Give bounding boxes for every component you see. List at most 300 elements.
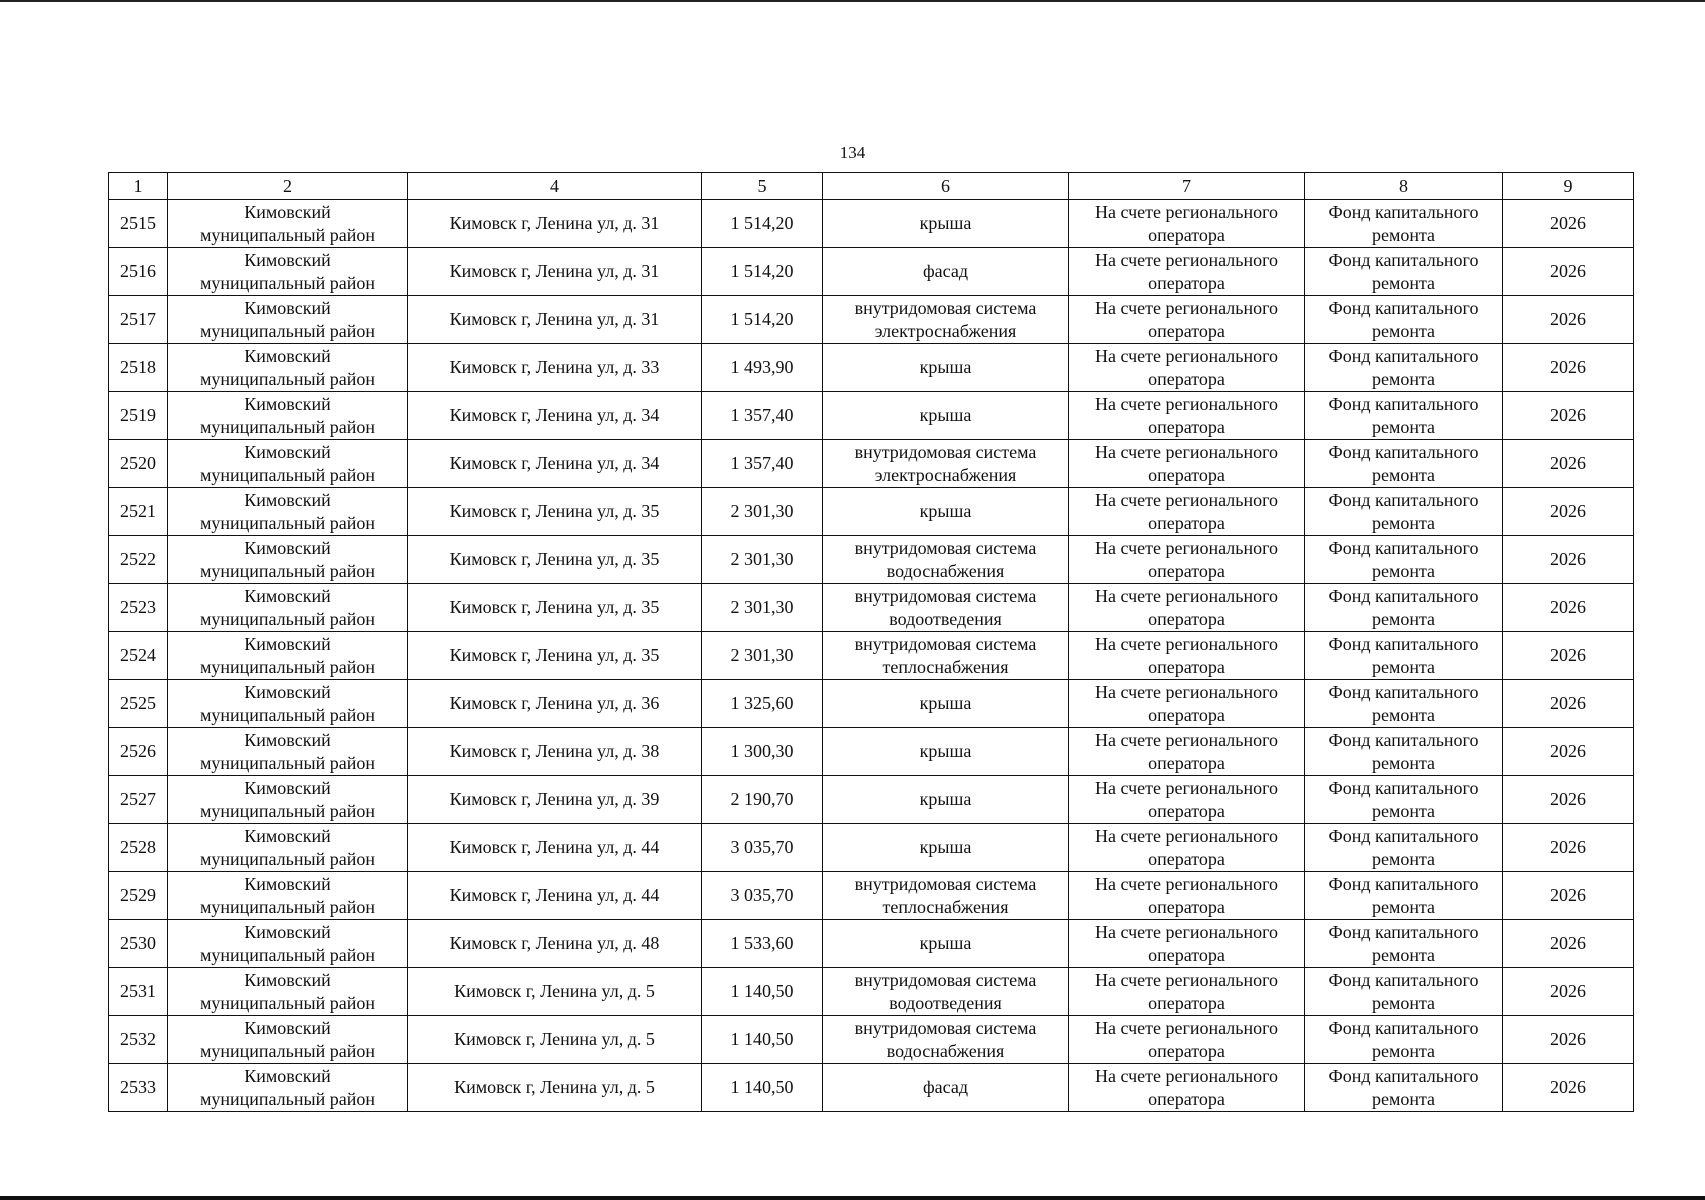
table-row — [109, 920, 1634, 968]
cell-account — [1069, 248, 1305, 296]
cell-address: Кимовск г, Ленина ул, д. 5 — [408, 968, 702, 1016]
cell-district-line: муниципальный район — [199, 656, 375, 677]
cell-account-line: На счете регионального — [1094, 777, 1279, 798]
cell-funding-source-line: ремонта — [1371, 1088, 1436, 1109]
cell-district — [168, 632, 408, 680]
cell-year: 2026 — [1503, 632, 1634, 680]
cell-district-line: муниципальный район — [199, 608, 375, 629]
cell-row-number: 2515 — [109, 200, 168, 248]
cell-district — [168, 1016, 408, 1064]
cell-year: 2026 — [1503, 584, 1634, 632]
cell-funding-source-line: Фонд капитального — [1328, 201, 1479, 222]
cell-account-line: оператора — [1148, 944, 1225, 965]
cell-account-line: оператора — [1148, 464, 1225, 485]
cell-account-line: оператора — [1148, 272, 1225, 293]
cell-funding-source-line: Фонд капитального — [1328, 777, 1479, 798]
cell-district-line: муниципальный район — [199, 848, 375, 869]
cell-funding-source-line: Фонд капитального — [1328, 345, 1479, 366]
cell-year: 2026 — [1503, 824, 1634, 872]
cell-work-type — [823, 968, 1069, 1016]
cell-funding-source-line: Фонд капитального — [1328, 249, 1479, 270]
cell-district-line: муниципальный район — [199, 944, 375, 965]
column-header: 8 — [1305, 173, 1503, 200]
cell-account-line: На счете регионального — [1094, 681, 1279, 702]
cell-district-line: муниципальный район — [199, 800, 375, 821]
column-header: 4 — [408, 173, 702, 200]
cell-district — [168, 488, 408, 536]
column-number-row — [109, 173, 1634, 200]
cell-address: Кимовск г, Ленина ул, д. 35 — [408, 488, 702, 536]
cell-district — [168, 680, 408, 728]
cell-year: 2026 — [1503, 248, 1634, 296]
cell-account — [1069, 680, 1305, 728]
cell-area: 1 300,30 — [702, 728, 823, 776]
cell-account-line: оператора — [1148, 704, 1225, 725]
cell-area: 1 514,20 — [702, 296, 823, 344]
table-row — [109, 824, 1634, 872]
cell-work-type — [823, 776, 1069, 824]
cell-address: Кимовск г, Ленина ул, д. 38 — [408, 728, 702, 776]
cell-district-line: Кимовский — [244, 393, 331, 414]
cell-row-number: 2524 — [109, 632, 168, 680]
cell-district-line: Кимовский — [244, 633, 331, 654]
cell-year: 2026 — [1503, 440, 1634, 488]
cell-year: 2026 — [1503, 344, 1634, 392]
cell-address: Кимовск г, Ленина ул, д. 5 — [408, 1016, 702, 1064]
cell-work-type — [823, 872, 1069, 920]
cell-funding-source-line: Фонд капитального — [1328, 537, 1479, 558]
cell-row-number: 2521 — [109, 488, 168, 536]
cell-funding-source-line: Фонд капитального — [1328, 297, 1479, 318]
cell-work-type-line: внутридомовая система — [854, 969, 1037, 990]
cell-row-number: 2529 — [109, 872, 168, 920]
cell-row-number: 2518 — [109, 344, 168, 392]
cell-funding-source-line: Фонд капитального — [1328, 393, 1479, 414]
cell-account-line: На счете регионального — [1094, 297, 1279, 318]
cell-funding-source-line: ремонта — [1371, 368, 1436, 389]
cell-account-line: На счете регионального — [1094, 633, 1279, 654]
cell-district-line: муниципальный район — [199, 464, 375, 485]
cell-account — [1069, 920, 1305, 968]
cell-work-type — [823, 728, 1069, 776]
cell-area: 1 325,60 — [702, 680, 823, 728]
cell-work-type-line: внутридомовая система — [854, 297, 1037, 318]
cell-year: 2026 — [1503, 488, 1634, 536]
table-row — [109, 488, 1634, 536]
cell-address: Кимовск г, Ленина ул, д. 34 — [408, 440, 702, 488]
register-table — [108, 172, 1634, 1112]
cell-district — [168, 248, 408, 296]
cell-account-line: На счете регионального — [1094, 345, 1279, 366]
cell-address: Кимовск г, Ленина ул, д. 44 — [408, 872, 702, 920]
cell-account-line: оператора — [1148, 368, 1225, 389]
cell-funding-source — [1305, 872, 1503, 920]
cell-area: 1 533,60 — [702, 920, 823, 968]
cell-district-line: муниципальный район — [199, 512, 375, 533]
cell-district-line: Кимовский — [244, 249, 331, 270]
cell-work-type-line: крыша — [919, 933, 972, 953]
cell-funding-source-line: Фонд капитального — [1328, 825, 1479, 846]
cell-funding-source-line: Фонд капитального — [1328, 441, 1479, 462]
cell-account — [1069, 872, 1305, 920]
cell-district-line: Кимовский — [244, 201, 331, 222]
cell-address: Кимовск г, Ленина ул, д. 34 — [408, 392, 702, 440]
cell-area: 1 140,50 — [702, 968, 823, 1016]
cell-area: 2 301,30 — [702, 536, 823, 584]
cell-work-type — [823, 1064, 1069, 1112]
table-row — [109, 1064, 1634, 1112]
cell-area: 2 301,30 — [702, 584, 823, 632]
cell-district — [168, 584, 408, 632]
cell-district-line: муниципальный район — [199, 896, 375, 917]
cell-account-line: оператора — [1148, 560, 1225, 581]
cell-funding-source-line: Фонд капитального — [1328, 633, 1479, 654]
cell-district — [168, 344, 408, 392]
cell-district — [168, 296, 408, 344]
cell-account-line: оператора — [1148, 752, 1225, 773]
cell-area: 1 514,20 — [702, 200, 823, 248]
cell-funding-source — [1305, 920, 1503, 968]
cell-account-line: оператора — [1148, 992, 1225, 1013]
cell-funding-source-line: Фонд капитального — [1328, 729, 1479, 750]
cell-account — [1069, 776, 1305, 824]
column-header: 7 — [1069, 173, 1305, 200]
cell-district-line: муниципальный район — [199, 752, 375, 773]
cell-row-number: 2517 — [109, 296, 168, 344]
cell-account-line: На счете регионального — [1094, 537, 1279, 558]
cell-funding-source-line: ремонта — [1371, 560, 1436, 581]
cell-area: 1 514,20 — [702, 248, 823, 296]
cell-funding-source — [1305, 536, 1503, 584]
cell-district-line: Кимовский — [244, 441, 331, 462]
cell-district — [168, 824, 408, 872]
cell-district-line: муниципальный район — [199, 1040, 375, 1061]
cell-address: Кимовск г, Ленина ул, д. 44 — [408, 824, 702, 872]
cell-account — [1069, 728, 1305, 776]
cell-district-line: Кимовский — [244, 729, 331, 750]
cell-account-line: оператора — [1148, 608, 1225, 629]
column-header: 2 — [168, 173, 408, 200]
table-row — [109, 536, 1634, 584]
cell-row-number: 2530 — [109, 920, 168, 968]
cell-work-type-line: фасад — [922, 261, 968, 281]
cell-row-number: 2516 — [109, 248, 168, 296]
cell-address: Кимовск г, Ленина ул, д. 31 — [408, 248, 702, 296]
cell-funding-source-line: ремонта — [1371, 656, 1436, 677]
cell-funding-source — [1305, 296, 1503, 344]
cell-address: Кимовск г, Ленина ул, д. 35 — [408, 632, 702, 680]
cell-address: Кимовск г, Ленина ул, д. 5 — [408, 1064, 702, 1112]
cell-area: 1 140,50 — [702, 1064, 823, 1112]
cell-funding-source — [1305, 344, 1503, 392]
cell-year: 2026 — [1503, 920, 1634, 968]
cell-row-number: 2525 — [109, 680, 168, 728]
table-row — [109, 872, 1634, 920]
cell-account — [1069, 536, 1305, 584]
cell-year: 2026 — [1503, 536, 1634, 584]
cell-work-type-line: крыша — [919, 357, 972, 377]
cell-area: 3 035,70 — [702, 872, 823, 920]
cell-account — [1069, 296, 1305, 344]
cell-funding-source-line: Фонд капитального — [1328, 1065, 1479, 1086]
cell-account — [1069, 200, 1305, 248]
cell-district — [168, 200, 408, 248]
cell-district-line: Кимовский — [244, 921, 331, 942]
cell-funding-source-line: ремонта — [1371, 992, 1436, 1013]
cell-work-type-line: внутридомовая система — [854, 633, 1037, 654]
cell-year: 2026 — [1503, 872, 1634, 920]
cell-account-line: На счете регионального — [1094, 825, 1279, 846]
cell-work-type — [823, 536, 1069, 584]
column-header: 1 — [109, 173, 168, 200]
cell-district — [168, 968, 408, 1016]
cell-district — [168, 920, 408, 968]
cell-address: Кимовск г, Ленина ул, д. 31 — [408, 200, 702, 248]
cell-account-line: На счете регионального — [1094, 201, 1279, 222]
cell-funding-source — [1305, 968, 1503, 1016]
column-header: 9 — [1503, 173, 1634, 200]
cell-funding-source-line: ремонта — [1371, 896, 1436, 917]
cell-district — [168, 536, 408, 584]
cell-account — [1069, 440, 1305, 488]
cell-funding-source — [1305, 584, 1503, 632]
cell-work-type-line: крыша — [919, 501, 972, 521]
cell-account — [1069, 392, 1305, 440]
cell-district-line: муниципальный район — [199, 320, 375, 341]
cell-district-line: муниципальный район — [199, 704, 375, 725]
cell-work-type — [823, 296, 1069, 344]
cell-work-type — [823, 680, 1069, 728]
cell-year: 2026 — [1503, 968, 1634, 1016]
cell-funding-source-line: Фонд капитального — [1328, 681, 1479, 702]
cell-account — [1069, 632, 1305, 680]
cell-funding-source-line: ремонта — [1371, 752, 1436, 773]
cell-funding-source-line: ремонта — [1371, 512, 1436, 533]
cell-account-line: оператора — [1148, 1088, 1225, 1109]
cell-work-type — [823, 392, 1069, 440]
table-row — [109, 1016, 1634, 1064]
cell-area: 1 357,40 — [702, 440, 823, 488]
cell-account-line: оператора — [1148, 848, 1225, 869]
cell-work-type-line: теплоснабжения — [882, 656, 1009, 677]
cell-work-type-line: электроснабжения — [874, 320, 1017, 341]
cell-funding-source-line: ремонта — [1371, 272, 1436, 293]
cell-district-line: муниципальный район — [199, 1088, 375, 1109]
column-header: 6 — [823, 173, 1069, 200]
cell-address: Кимовск г, Ленина ул, д. 31 — [408, 296, 702, 344]
cell-district-line: Кимовский — [244, 825, 331, 846]
cell-funding-source-line: ремонта — [1371, 848, 1436, 869]
cell-year: 2026 — [1503, 296, 1634, 344]
cell-account — [1069, 488, 1305, 536]
cell-district-line: муниципальный район — [199, 272, 375, 293]
cell-account-line: оператора — [1148, 896, 1225, 917]
cell-area: 1 140,50 — [702, 1016, 823, 1064]
cell-funding-source — [1305, 776, 1503, 824]
table-row — [109, 344, 1634, 392]
cell-district — [168, 728, 408, 776]
cell-address: Кимовск г, Ленина ул, д. 48 — [408, 920, 702, 968]
cell-work-type-line: водоснабжения — [886, 560, 1005, 581]
table-row — [109, 248, 1634, 296]
cell-funding-source-line: ремонта — [1371, 1040, 1436, 1061]
cell-work-type-line: внутридомовая система — [854, 585, 1037, 606]
cell-district — [168, 776, 408, 824]
cell-work-type — [823, 824, 1069, 872]
cell-year: 2026 — [1503, 1064, 1634, 1112]
cell-row-number: 2531 — [109, 968, 168, 1016]
cell-account-line: На счете регионального — [1094, 441, 1279, 462]
cell-district-line: муниципальный район — [199, 416, 375, 437]
cell-account — [1069, 824, 1305, 872]
cell-account-line: На счете регионального — [1094, 489, 1279, 510]
cell-work-type — [823, 248, 1069, 296]
cell-district-line: Кимовский — [244, 537, 331, 558]
cell-district-line: Кимовский — [244, 489, 331, 510]
cell-work-type-line: крыша — [919, 741, 972, 761]
cell-work-type — [823, 344, 1069, 392]
cell-address: Кимовск г, Ленина ул, д. 36 — [408, 680, 702, 728]
cell-account-line: На счете регионального — [1094, 1017, 1279, 1038]
cell-funding-source — [1305, 440, 1503, 488]
cell-district — [168, 1064, 408, 1112]
cell-account-line: На счете регионального — [1094, 969, 1279, 990]
cell-work-type — [823, 488, 1069, 536]
cell-funding-source-line: ремонта — [1371, 320, 1436, 341]
cell-year: 2026 — [1503, 1016, 1634, 1064]
cell-district-line: Кимовский — [244, 297, 331, 318]
cell-row-number: 2519 — [109, 392, 168, 440]
cell-work-type — [823, 440, 1069, 488]
cell-work-type-line: фасад — [922, 1077, 968, 1097]
cell-work-type-line: внутридомовая система — [854, 1017, 1037, 1038]
table-row — [109, 296, 1634, 344]
cell-account-line: оператора — [1148, 224, 1225, 245]
cell-funding-source — [1305, 680, 1503, 728]
cell-work-type-line: теплоснабжения — [882, 896, 1009, 917]
table-row — [109, 776, 1634, 824]
cell-area: 1 357,40 — [702, 392, 823, 440]
cell-funding-source-line: Фонд капитального — [1328, 969, 1479, 990]
cell-work-type — [823, 200, 1069, 248]
cell-district-line: Кимовский — [244, 345, 331, 366]
cell-funding-source — [1305, 488, 1503, 536]
table-row — [109, 200, 1634, 248]
cell-row-number: 2520 — [109, 440, 168, 488]
cell-area: 2 301,30 — [702, 488, 823, 536]
cell-account-line: На счете регионального — [1094, 921, 1279, 942]
cell-account — [1069, 344, 1305, 392]
cell-account-line: На счете регионального — [1094, 393, 1279, 414]
cell-funding-source — [1305, 632, 1503, 680]
cell-funding-source-line: ремонта — [1371, 224, 1436, 245]
cell-district — [168, 440, 408, 488]
cell-year: 2026 — [1503, 392, 1634, 440]
cell-funding-source-line: ремонта — [1371, 608, 1436, 629]
cell-district-line: муниципальный район — [199, 368, 375, 389]
cell-district — [168, 872, 408, 920]
cell-area: 1 493,90 — [702, 344, 823, 392]
cell-account-line: На счете регионального — [1094, 249, 1279, 270]
cell-address: Кимовск г, Ленина ул, д. 35 — [408, 584, 702, 632]
cell-district-line: муниципальный район — [199, 224, 375, 245]
cell-district-line: муниципальный район — [199, 560, 375, 581]
cell-row-number: 2522 — [109, 536, 168, 584]
cell-district-line: Кимовский — [244, 873, 331, 894]
cell-account-line: На счете регионального — [1094, 729, 1279, 750]
cell-funding-source-line: ремонта — [1371, 704, 1436, 725]
table-row — [109, 392, 1634, 440]
column-header: 5 — [702, 173, 823, 200]
cell-funding-source — [1305, 728, 1503, 776]
cell-work-type-line: электроснабжения — [874, 464, 1017, 485]
table-row — [109, 584, 1634, 632]
cell-row-number: 2528 — [109, 824, 168, 872]
cell-district — [168, 392, 408, 440]
cell-funding-source — [1305, 200, 1503, 248]
page-number: 134 — [839, 143, 866, 162]
cell-account — [1069, 968, 1305, 1016]
cell-work-type — [823, 920, 1069, 968]
cell-funding-source-line: Фонд капитального — [1328, 873, 1479, 894]
cell-row-number: 2523 — [109, 584, 168, 632]
cell-work-type-line: крыша — [919, 405, 972, 425]
cell-funding-source-line: Фонд капитального — [1328, 489, 1479, 510]
cell-account — [1069, 1016, 1305, 1064]
cell-work-type-line: крыша — [919, 837, 972, 857]
cell-funding-source — [1305, 248, 1503, 296]
table-row — [109, 680, 1634, 728]
cell-funding-source-line: ремонта — [1371, 944, 1436, 965]
page-bottom-border — [0, 1196, 1705, 1200]
cell-account-line: На счете регионального — [1094, 873, 1279, 894]
cell-address: Кимовск г, Ленина ул, д. 35 — [408, 536, 702, 584]
cell-address: Кимовск г, Ленина ул, д. 33 — [408, 344, 702, 392]
cell-account-line: оператора — [1148, 800, 1225, 821]
cell-work-type-line: крыша — [919, 789, 972, 809]
cell-district-line: муниципальный район — [199, 992, 375, 1013]
cell-row-number: 2533 — [109, 1064, 168, 1112]
page-top-border — [0, 0, 1705, 2]
table-row — [109, 728, 1634, 776]
cell-funding-source-line: Фонд капитального — [1328, 585, 1479, 606]
cell-year: 2026 — [1503, 200, 1634, 248]
cell-account — [1069, 584, 1305, 632]
cell-year: 2026 — [1503, 728, 1634, 776]
cell-funding-source — [1305, 1064, 1503, 1112]
cell-funding-source-line: ремонта — [1371, 464, 1436, 485]
cell-work-type-line: внутридомовая система — [854, 537, 1037, 558]
cell-year: 2026 — [1503, 680, 1634, 728]
cell-funding-source — [1305, 824, 1503, 872]
cell-funding-source-line: Фонд капитального — [1328, 1017, 1479, 1038]
cell-address: Кимовск г, Ленина ул, д. 39 — [408, 776, 702, 824]
cell-district-line: Кимовский — [244, 777, 331, 798]
cell-funding-source — [1305, 1016, 1503, 1064]
cell-work-type-line: водоотведения — [889, 992, 1002, 1013]
cell-account-line: На счете регионального — [1094, 585, 1279, 606]
cell-account-line: оператора — [1148, 416, 1225, 437]
cell-work-type-line: внутридомовая система — [854, 441, 1037, 462]
cell-work-type — [823, 584, 1069, 632]
cell-funding-source-line: ремонта — [1371, 800, 1436, 821]
cell-row-number: 2526 — [109, 728, 168, 776]
cell-account-line: На счете регионального — [1094, 1065, 1279, 1086]
cell-work-type-line: крыша — [919, 213, 972, 233]
cell-work-type — [823, 1016, 1069, 1064]
cell-work-type-line: крыша — [919, 693, 972, 713]
cell-account-line: оператора — [1148, 320, 1225, 341]
